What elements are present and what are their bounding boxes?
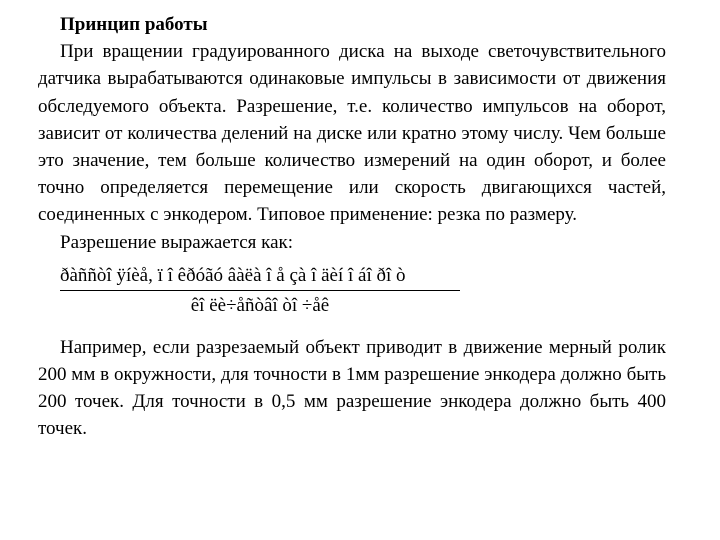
formula-numerator: ðàññòî ÿíèå, ï î êðóãó âàëà î å çà î äèí î áî ðî ò — [60, 264, 406, 286]
formula-fraction — [60, 264, 460, 318]
formula-denominator: êî ëè÷åñòâî òî ÷åê — [190, 294, 330, 316]
resolution-formula — [38, 258, 666, 334]
body-paragraph-example: Например, если разрезаемый объект приводит в движение мерный ролик 200 мм в окружности, для точности в 1мм разрешение энкодера должно быть 200 точек. Для точности в 0,5 мм разрешение энкодера должно быть 400 точек. — [38, 336, 666, 440]
fraction-bar — [60, 290, 460, 291]
body-paragraph-principle: При вращении градуированного диска на выходе светочувствительного датчика вырабатываются одинаковые импульсы в зависимости от движения обследуемого объекта. Разрешение, т.е. количество импульсов на оборот, зависит от количества делений на диске или кратно этому числу. Чем больше это значение, тем больше количество измерений на один оборот, и более точно определяется перемещение или скорость двигающихся частей, соединенных с энкодером. Типовое применение: резка по размеру. — [38, 41, 666, 226]
section-heading: Принцип работы — [60, 14, 208, 35]
body-paragraph-resolution-intro: Разрешение выражается как: — [60, 231, 294, 253]
document-page — [38, 11, 666, 443]
